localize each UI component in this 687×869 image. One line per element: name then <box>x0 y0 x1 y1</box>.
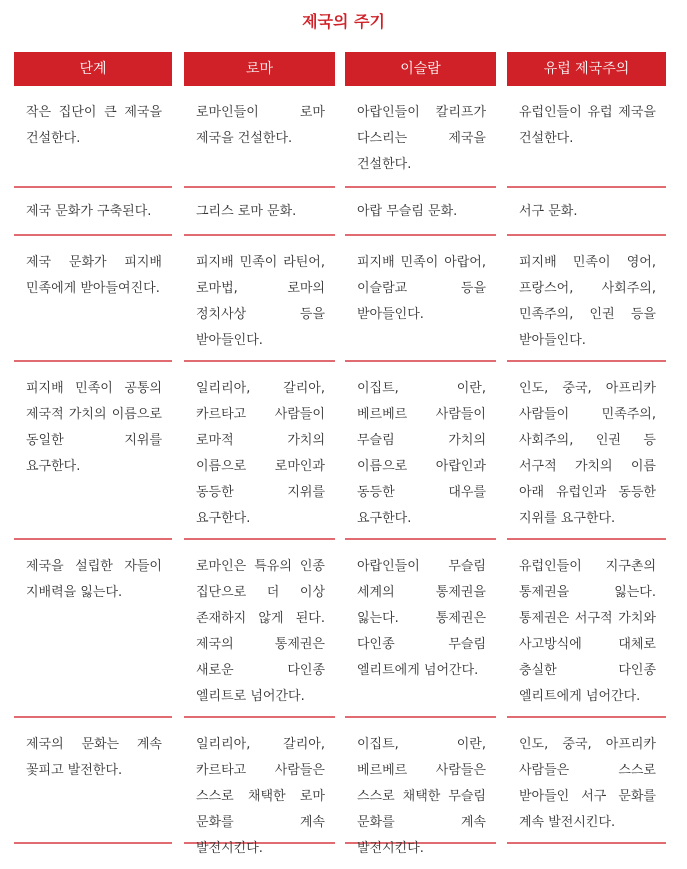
cell-text: 아랍인들이 무슬림 세계의 통제권을 잃는다. 통제권은 다인종 무슬림 엘리트에게 넘어간다. <box>357 559 486 678</box>
cell-text: 제국의 문화는 계속 꽃피고 발전한다. <box>26 737 162 778</box>
cell-text: 로마인들이 로마 제국을 건설한다. <box>196 105 325 146</box>
table-row <box>14 362 666 540</box>
table-cell <box>507 540 666 718</box>
cell-text: 일리리아, 갈리아, 카르타고 사람들은 스스로 채택한 로마 문화를 계속 발전시킨다. <box>196 737 325 856</box>
table-cell <box>507 86 666 188</box>
cell-text: 피지배 민족이 아랍어, 이슬람교 등을 받아들인다. <box>357 255 486 322</box>
cell-text: 작은 집단이 큰 제국을 건설한다. <box>26 105 162 146</box>
cell-text: 이집트, 이란, 베르베르 사람들은 스스로 채택한 무슬림 문화를 계속 발전시킨다. <box>357 737 486 856</box>
table-cell <box>345 362 496 540</box>
cell-text: 피지배 민족이 라틴어, 로마법, 로마의 정치사상 등을 받아들인다. <box>196 255 325 348</box>
table-cell <box>345 236 496 362</box>
table-row <box>14 236 666 362</box>
table-row <box>14 718 666 856</box>
cell-text: 로마인은 특유의 인종 집단으로 더 이상 존재하지 않게 된다. 제국의 통제권은 새로운 다인종 엘리트로 넘어간다. <box>196 559 325 704</box>
table-cell <box>14 188 172 236</box>
cell-text: 피지배 민족이 공통의 제국적 가치의 이름으로 동일한 지위를 요구한다. <box>26 381 162 474</box>
table-row <box>14 86 666 188</box>
table-cell <box>184 540 335 718</box>
table-cell <box>14 236 172 362</box>
table-row <box>14 188 666 236</box>
table-cell <box>184 86 335 188</box>
cell-text: 피지배 민족이 영어, 프랑스어, 사회주의, 민족주의, 인권 등을 받아들인다. <box>519 255 656 348</box>
cell-text: 서구 문화. <box>519 204 578 219</box>
column-header-stage: 단계 <box>14 52 172 86</box>
cell-text: 아랍인들이 칼리프가 다스리는 제국을 건설한다. <box>357 105 486 172</box>
cell-text: 이집트, 이란, 베르베르 사람들이 무슬림 가치의 이름으로 아랍인과 동등한 대우를 요구한다. <box>357 381 486 526</box>
cell-text: 제국을 설립한 자들이 지배력을 잃는다. <box>26 559 162 600</box>
table-cell <box>14 540 172 718</box>
table-cell <box>345 188 496 236</box>
table-cell <box>184 188 335 236</box>
cell-text: 그리스 로마 문화. <box>196 204 297 219</box>
column-header-european-imperialism: 유럽 제국주의 <box>507 52 666 86</box>
cell-text: 인도, 중국, 아프리카 사람들은 스스로 받아들인 서구 문화를 계속 발전시킨다. <box>519 737 656 830</box>
table-row <box>14 540 666 718</box>
table-cell <box>14 86 172 188</box>
cell-text: 일리리아, 갈리아, 카르타고 사람들이 로마적 가치의 이름으로 로마인과 동등한 지위를 요구한다. <box>196 381 325 526</box>
table-cell <box>345 86 496 188</box>
table-cell <box>507 362 666 540</box>
cell-text: 아랍 무슬림 문화. <box>357 204 458 219</box>
cell-text: 유럽인들이 지구촌의 통제권을 잃는다. 통제권은 서구적 가치와 사고방식에 대체로 충실한 다인종 엘리트에게 넘어간다. <box>519 559 656 704</box>
table-cell <box>507 236 666 362</box>
table-cell <box>184 362 335 540</box>
table-cell <box>14 718 172 844</box>
column-header-islam: 이슬람 <box>345 52 496 86</box>
cell-text: 인도, 중국, 아프리카 사람들이 민족주의, 사회주의, 인권 등 서구적 가치의 이름 아래 유럽인과 동등한 지위를 요구한다. <box>519 381 656 526</box>
table-cell <box>507 188 666 236</box>
table-header <box>14 52 666 86</box>
table-cell <box>507 718 666 844</box>
table-cell <box>184 718 335 856</box>
column-header-rome: 로마 <box>184 52 335 86</box>
table-cell <box>184 236 335 362</box>
cell-text: 제국 문화가 피지배 민족에게 받아들여진다. <box>26 255 162 296</box>
table-cell <box>345 540 496 718</box>
table-cell <box>14 362 172 540</box>
page-title: 제국의 주기 <box>302 12 385 31</box>
cell-text: 제국 문화가 구축된다. <box>26 204 152 219</box>
table-cell <box>345 718 496 856</box>
cell-text: 유럽인들이 유럽 제국을 건설한다. <box>519 105 656 146</box>
